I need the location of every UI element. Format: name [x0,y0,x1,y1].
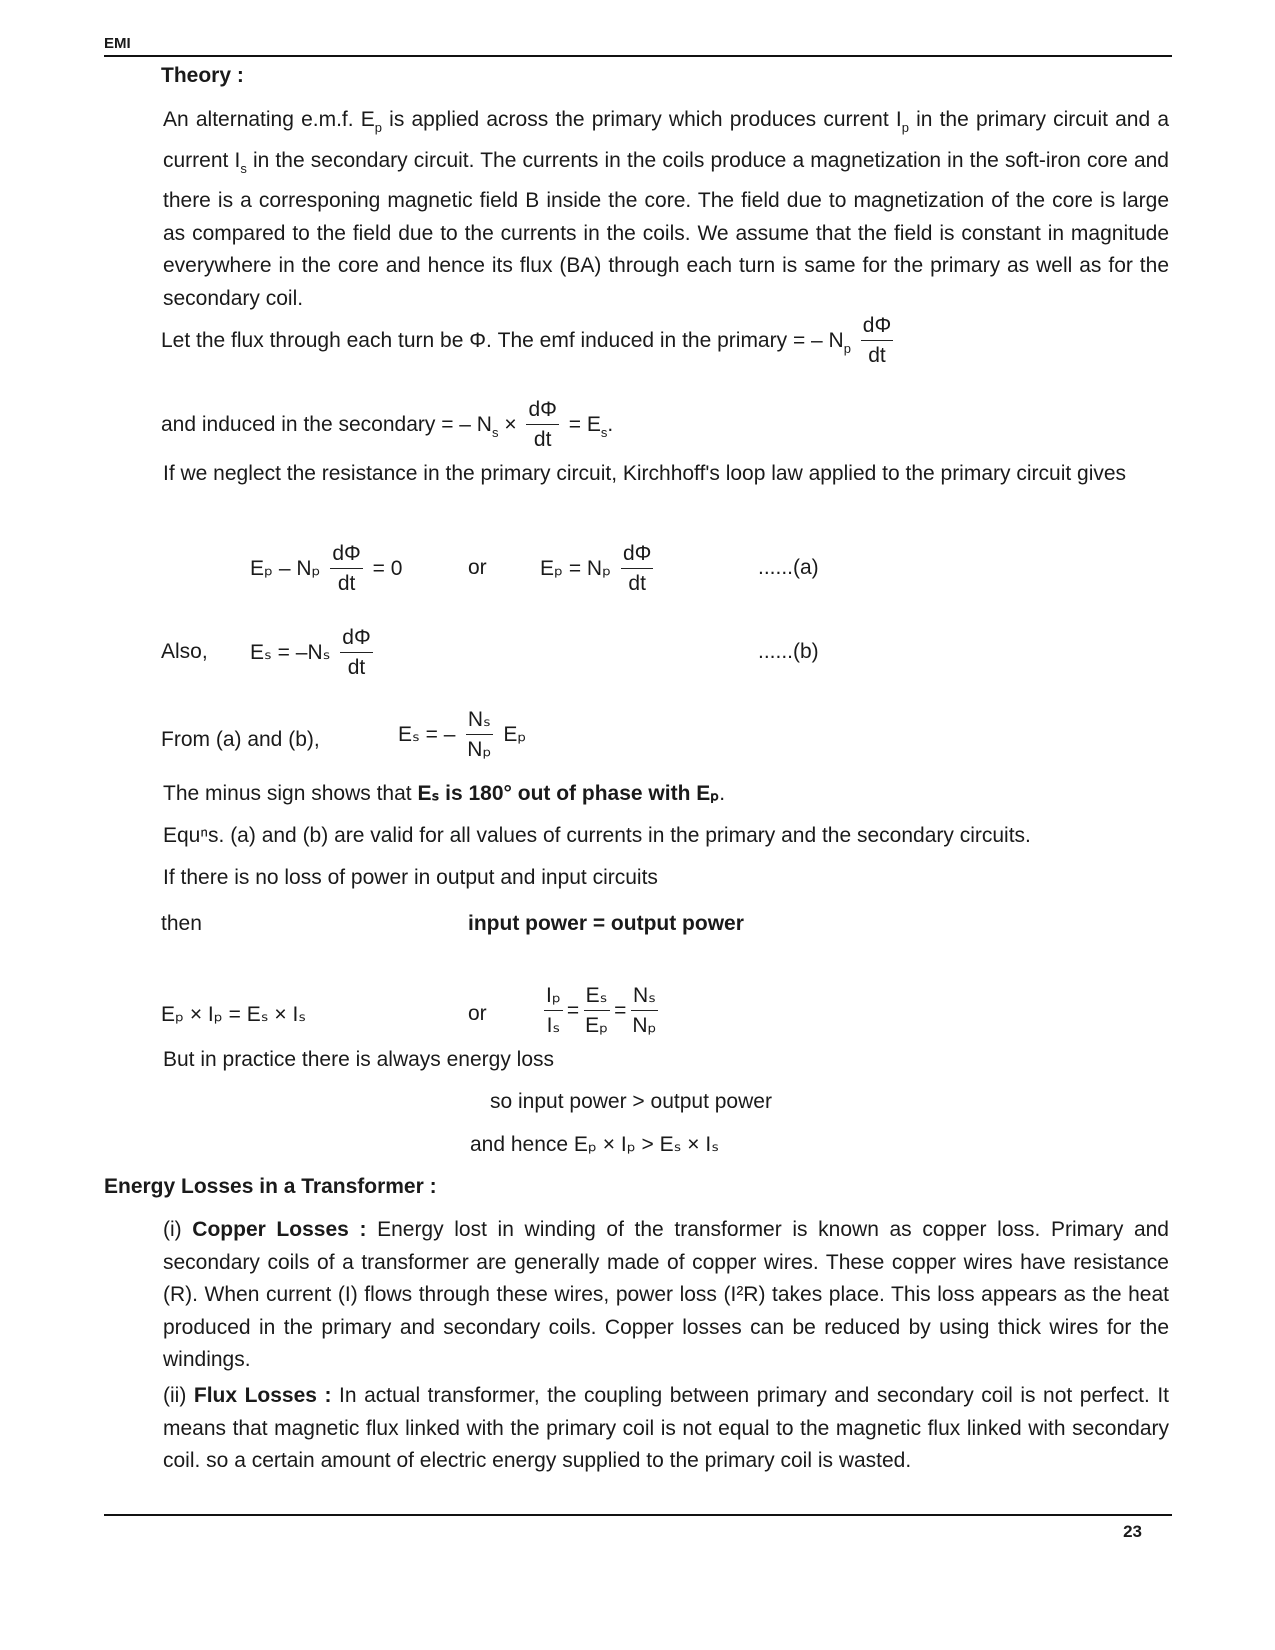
running-header: EMI [104,35,131,52]
flux-losses-paragraph: (ii) Flux Losses : In actual transformer, the coupling between primary and secondary coil is not perfect. It means that magnetic flux linked with the primary coil is not equal to the magnetic flux linked with secondary coil. so a certain amount of electric energy supplied to the primary coil is wasted. [163,1384,1170,1472]
no-loss-statement: If there is no loss of power in output and input circuits [163,866,658,889]
equation-c: Eₛ = – $\frac{\text{Nₛ}}{\text{Nₚ}}$ Eₚ [398,708,527,761]
header-rule [104,55,1172,57]
practice-statement: But in practice there is always energy loss [163,1048,555,1071]
inequality-statement: so input power > output power [490,1090,772,1113]
kirchhoff-paragraph: If we neglect the resistance in the primary circuit, Kirchhoff's loop law applied to the primary circuit gives [163,462,1127,485]
ratio-equation: $\frac{\text{Iₚ}}{\text{Iₛ}}$ = $\frac{\text{Eₛ}}{\text{Eₚ}}$ = $\frac{\text{Nₛ}}{\text{Nₚ}}$ [546,984,657,1037]
copper-losses-paragraph: (i) Copper Losses : Energy lost in winding of the transformer is known as copper loss. Primary and secondary coils of a transformer are generally made of copper wires. These copper wires have resistance (R). When current (I) flows through these wires, power loss (I²R) takes place. This loss appears as the heat produced in the primary and secondary coils. Copper losses can be reduced by using thick wires for the windings. [163,1218,1169,1371]
dphi-dt-fraction: $\frac{d\Phi}{dt}$ [862,314,892,367]
page-number: 23 [1123,1522,1142,1541]
power-equality: input power = output power [468,912,744,935]
theory-heading: Theory : [161,64,244,87]
power-product-equation: Eₚ × Iₚ = Eₛ × Iₛ [161,1003,307,1026]
energy-losses-heading: Energy Losses in a Transformer : [104,1175,437,1198]
equation-a-right: Eₚ = Nₚ $\frac{d\Phi}{dt}$ [540,542,652,595]
equation-b-label: ......(b) [758,640,819,663]
equation-a-left: Eₚ – Nₚ $\frac{d\Phi}{dt}$ = 0 [250,542,403,595]
or-label-2: or [468,1002,487,1025]
secondary-equation-line: and induced in the secondary = – $N_s$ × $\frac{d\Phi}{dt}$ = $E_s$. [161,396,613,455]
then-label: then [161,912,202,935]
equation-a-label: ......(a) [758,556,819,579]
theory-paragraph: An alternating e.m.f. $E_p$ is applied across the primary which produces current $I_p$ in the primary circuit and a current $I_s$ in the secondary circuit. The currents in the coils produce a magnetization in the soft-iron core and there is a corresponing magnetic field B inside the core. The field due to magnetization of the core is large as compared to the field due to the currents in the coils. We assume that the field is constant in magnitude everywhere in the core and hence its flux (BA) through each turn is same for the primary as well as for the secondary coil. [163,108,1169,310]
footer-rule [104,1514,1172,1516]
validity-statement: Equⁿs. (a) and (b) are valid for all values of currents in the primary and the secondary circuits. [163,824,1031,847]
also-label: Also, [161,640,208,663]
or-label: or [468,556,487,579]
phase-statement: The minus sign shows that Eₛ is 180° out of phase with Eₚ. [163,782,726,805]
from-ab-label: From (a) and (b), [161,728,320,751]
flux-equation-line: Let the flux through each turn be Φ. The emf induced in the primary = – $N_p$ $\frac{d\Phi}{dt}$ [161,312,897,371]
equation-b: Eₛ = –Nₛ $\frac{d\Phi}{dt}$ [250,626,371,679]
dphi-dt-fraction: $\frac{d\Phi}{dt}$ [528,398,557,451]
inequality-equation: and hence Eₚ × Iₚ > Eₛ × Iₛ [470,1133,720,1156]
